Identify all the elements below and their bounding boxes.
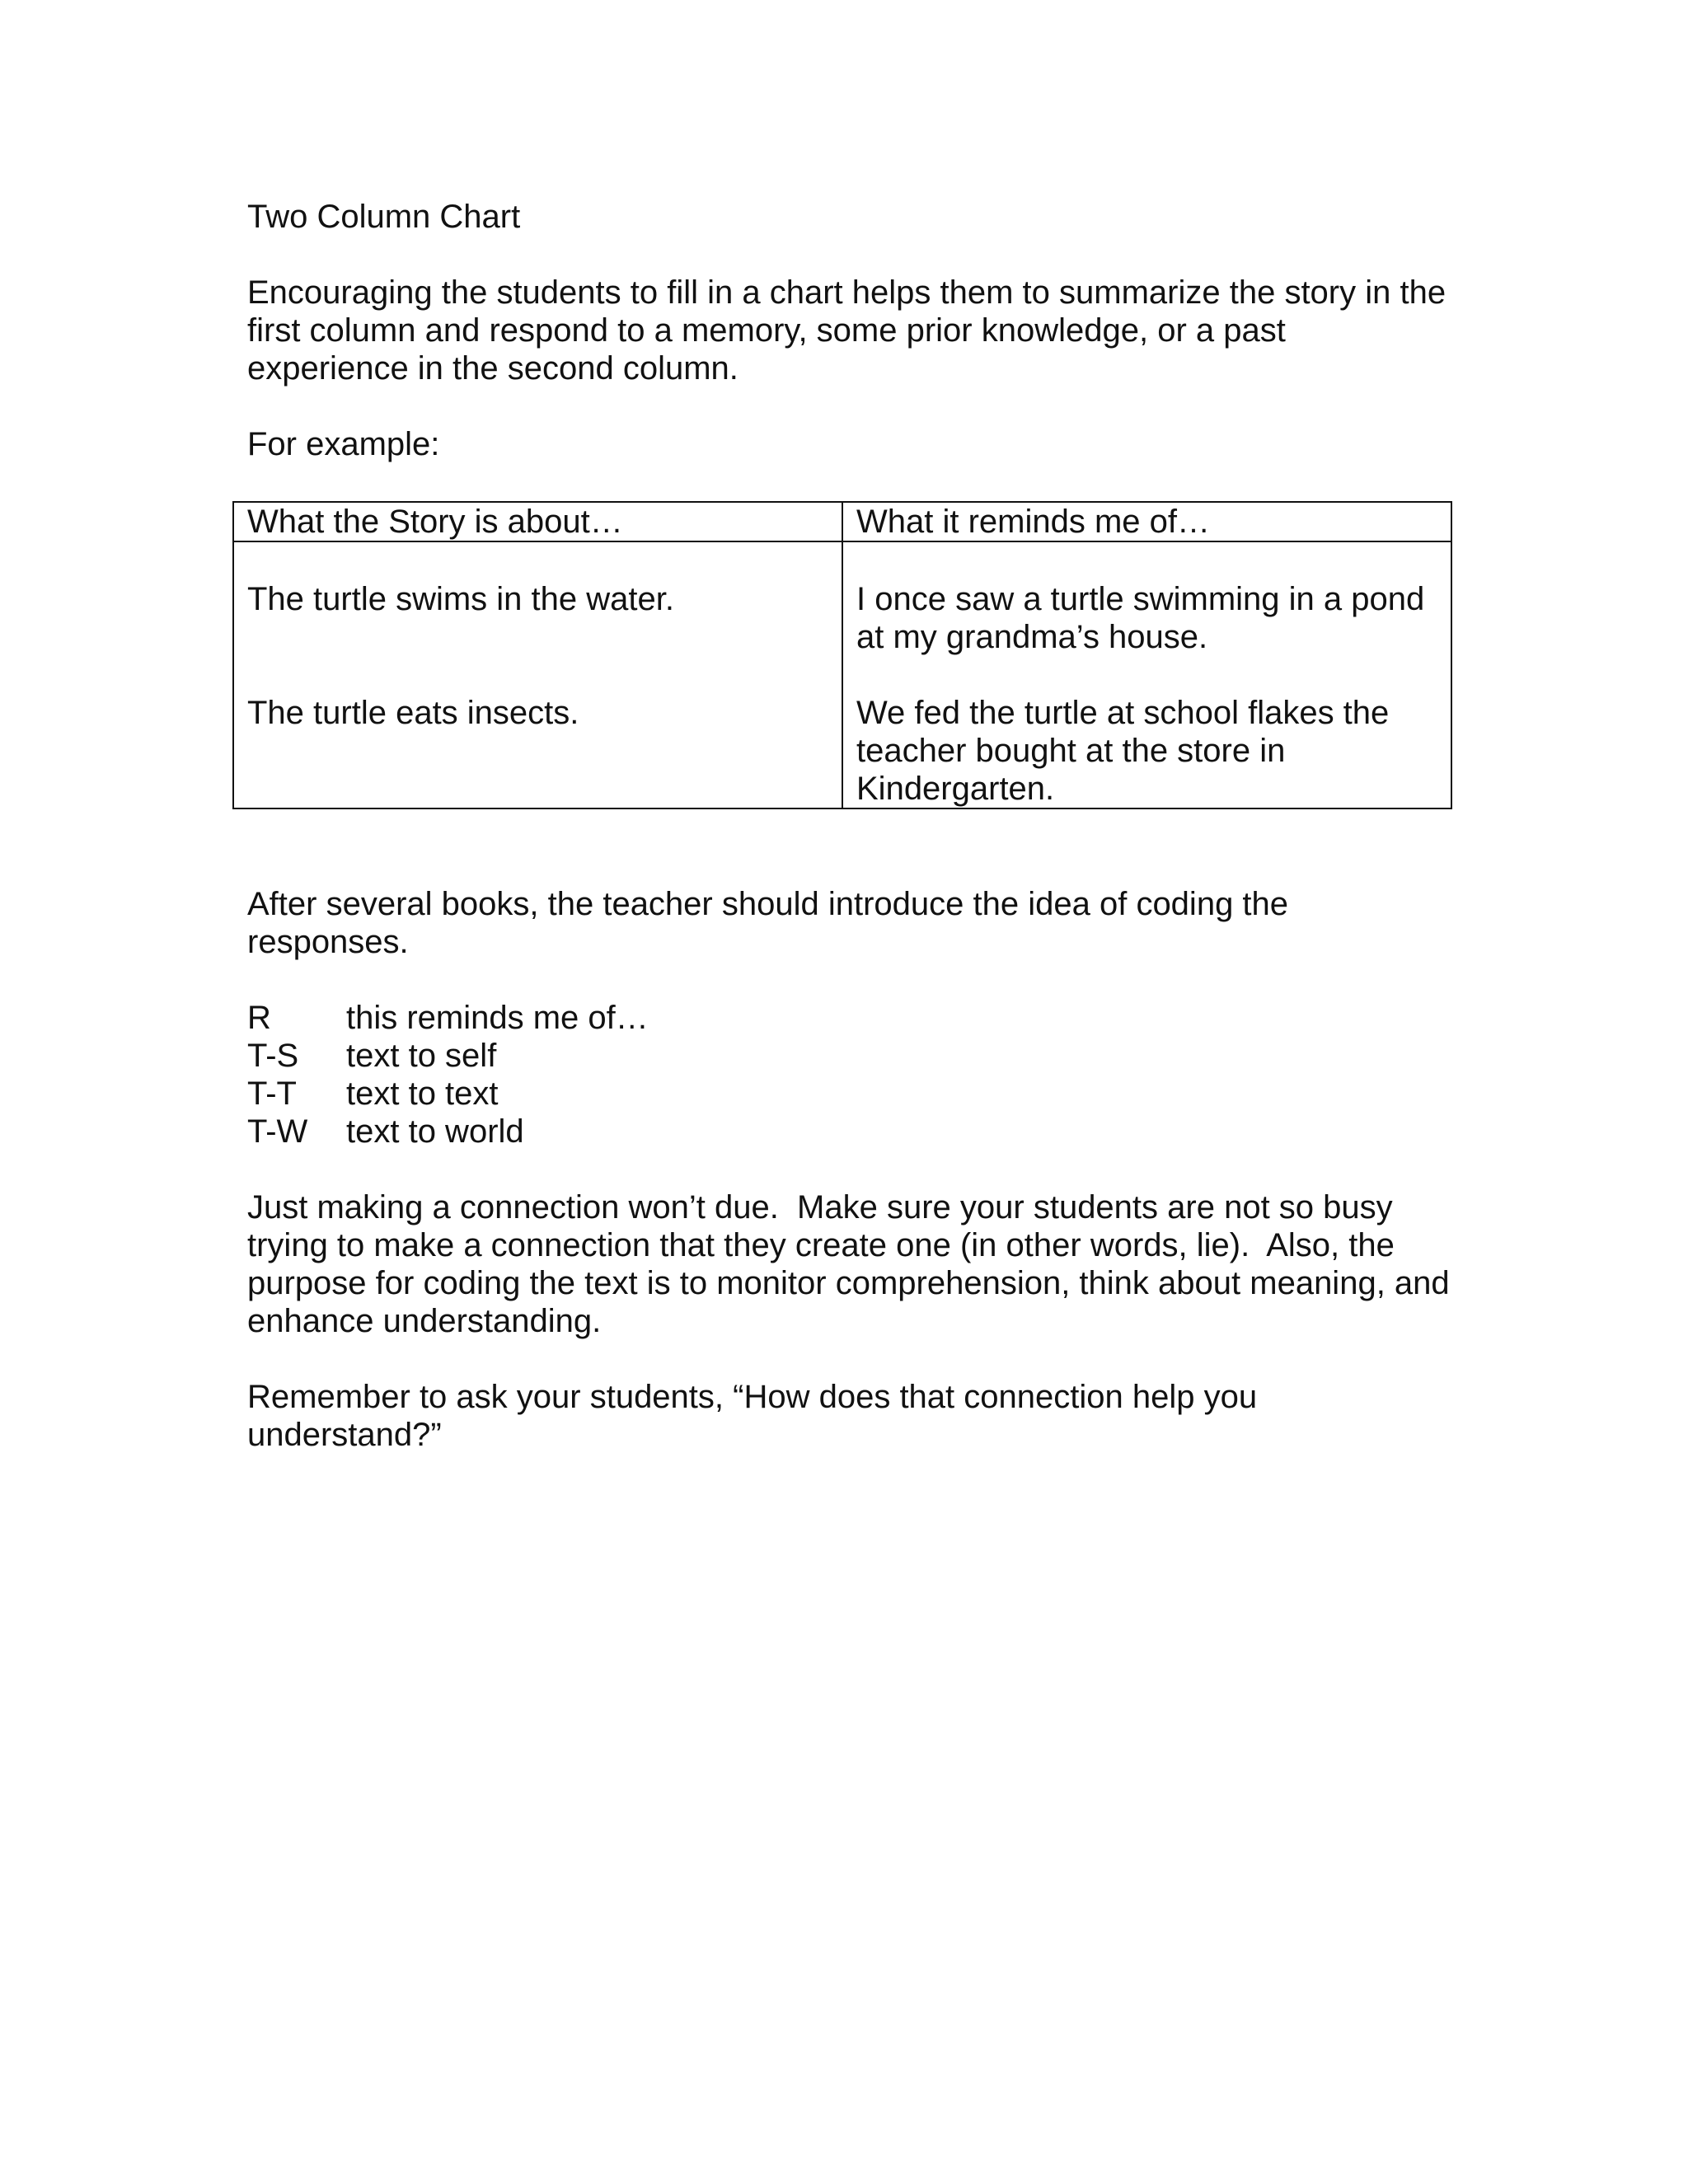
code-key: T-S xyxy=(247,1038,299,1074)
chart-header-row xyxy=(233,502,1451,541)
code-meaning: text to world xyxy=(346,1113,524,1150)
two-column-chart xyxy=(232,501,1452,809)
document-page xyxy=(247,198,1459,1492)
code-meaning: text to text xyxy=(346,1076,499,1112)
code-meaning: text to self xyxy=(346,1038,497,1074)
reminder-entry: I once saw a turtle swimming in a pond at my grandma’s house. xyxy=(856,581,1425,655)
code-key: T-T xyxy=(247,1076,297,1112)
intro-paragraph: Encouraging the students to fill in a chart helps them to summarize the story in the first column and respond to a memory, some prior knowledge, or a past experience in the second column. xyxy=(247,274,1447,387)
code-row xyxy=(247,1037,1451,1075)
caution-paragraph: Just making a connection won’t due. Make sure your students are not so busy trying to make a connection that they create one (in other words, lie). Also, the purpose for coding the text is to monitor comprehension, think about meaning, and enhance understanding. xyxy=(247,1189,1459,1339)
story-entry: The turtle swims in the water. xyxy=(247,581,674,617)
code-list xyxy=(247,999,1451,1151)
chart-cell-story xyxy=(233,541,842,808)
document-title: Two Column Chart xyxy=(247,199,521,235)
code-key: R xyxy=(247,1000,271,1036)
code-key: T-W xyxy=(247,1113,308,1150)
example-label: For example: xyxy=(247,426,440,462)
code-row xyxy=(247,1075,1451,1113)
chart-header-story: What the Story is about… xyxy=(233,502,842,541)
code-meaning: this reminds me of… xyxy=(346,1000,649,1036)
coding-intro-paragraph: After several books, the teacher should introduce the idea of coding the responses. xyxy=(247,886,1289,960)
chart-header-reminds: What it reminds me of… xyxy=(842,502,1451,541)
reminder-paragraph: Remember to ask your students, “How does that connection help you understand?” xyxy=(247,1379,1258,1453)
chart-body-row xyxy=(233,541,1451,808)
code-row xyxy=(247,999,1451,1037)
code-row xyxy=(247,1113,1451,1151)
story-entry: The turtle eats insects. xyxy=(247,695,579,731)
chart-cell-reminds xyxy=(842,541,1451,808)
reminder-entry: We fed the turtle at school flakes the teacher bought at the store in Kindergarten. xyxy=(856,695,1390,807)
